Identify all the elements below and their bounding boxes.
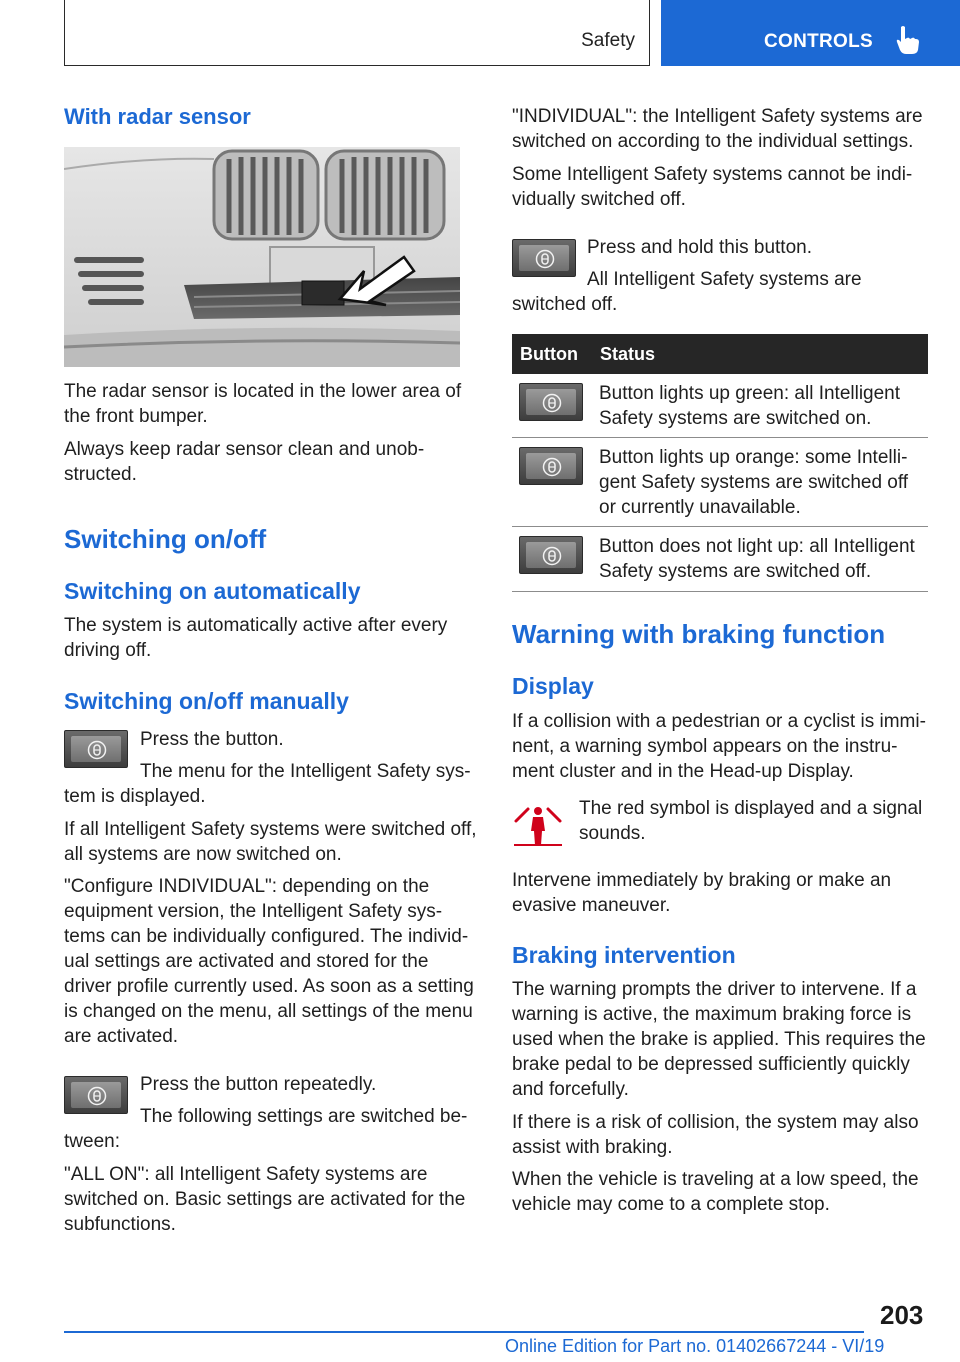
display-p-line3: ment cluster and in the Head-up Display. [512,761,854,782]
warning-heading: Warning with braking function [512,619,886,649]
row2-status-line3: or currently unavailable. [599,497,801,518]
braking-p3-line1: When the vehicle is traveling at a low speed, the [512,1169,919,1190]
braking-p3-line2: vehicle may come to a complete stop. [512,1194,830,1215]
switching-heading: Switching on/off [64,524,267,554]
braking-p2-line2: assist with braking. [512,1137,673,1158]
hold-b1: Press and hold this button. [587,237,812,258]
manual-p2-line4: ual settings are activated and stored for the [64,951,429,972]
intelligent-safety-button-icon [535,249,555,269]
manual-p2-line5: driver profile currently used. As soon as a setting [64,976,474,997]
auto-p-line2: driving off. [64,640,152,661]
radar-p2-line2: structed. [64,464,137,485]
hold-b2: All Intelligent Safety systems are [587,269,862,290]
safety-button-image-2 [64,1076,128,1114]
table-header [512,334,928,374]
footer-edition: Online Edition for Part no. 01402667244 - VI/19 [505,1336,885,1356]
manual-p2-line7: are activated. [64,1026,179,1047]
intervene-p-line2: evasive maneuver. [512,895,671,916]
braking-p1-line1: The warning prompts the driver to intervene. If a [512,979,917,1000]
manual-p2-line1: "Configure INDIVIDUAL": depending on the [64,876,430,897]
manual-heading: Switching on/off manually [64,688,349,714]
braking-heading: Braking intervention [512,942,736,968]
row3-status-line2: Safety systems are switched off. [599,561,872,582]
radar-p2-line1: Always keep radar sensor clean and unob- [64,439,425,460]
symbol-line2: sounds. [579,823,646,844]
row3-status-line1: Button does not light up: all Intelligent [599,536,915,557]
allon-p-line2: switched on. Basic settings are activated for the [64,1189,466,1210]
some-p-line1: Some Intelligent Safety systems cannot be indi- [512,164,913,185]
intelligent-safety-button-icon [542,393,562,413]
indiv-p-line2: switched on according to the individual settings. [512,131,914,152]
page-number: 203 [880,1300,924,1330]
braking-p2-line1: If there is a risk of collision, the system may also [512,1112,919,1133]
manual-p2-line6: is changed on the menu, all settings of the menu [64,1001,473,1022]
intelligent-safety-button-icon [87,740,107,760]
header-section-box [64,0,650,66]
safety-button-image [64,730,128,768]
row1-status-line2: Safety systems are switched on. [599,408,872,429]
indiv-p-line1: "INDIVIDUAL": the Intelligent Safety systems are [512,106,923,127]
radar-p1-line1: The radar sensor is located in the lower area of [64,381,462,402]
manual-p1-line1: If all Intelligent Safety systems were switched off, [64,819,477,840]
radar-p1-line2: the front bumper. [64,406,208,427]
row1-status-line1: Button lights up green: all Intelligent [599,383,901,404]
symbol-line1: The red symbol is displayed and a signal [579,798,923,819]
repeat-b3: tween: [64,1131,120,1152]
manual-p1-line2: all systems are now switched on. [64,844,342,865]
table-row [512,438,928,527]
pedestrian-warning-icon [512,801,564,847]
table-row [512,374,928,438]
manual-p2-line2: equipment version, the Intelligent Safety sys- [64,901,443,922]
braking-p1-line3: used when the brake is applied. This requires the [512,1029,926,1050]
radar-sensor-photo [64,147,460,367]
button-green-image [519,383,583,421]
col-header-button: Button [520,344,578,364]
manual-p2-line3: tems can be individually configured. The individ- [64,926,469,947]
auto-p-line1: The system is automatically active after every [64,615,448,636]
allon-p-line1: "ALL ON": all Intelligent Safety systems are [64,1164,428,1185]
row2-status-line2: gent Safety systems are switched off [599,472,909,493]
intervene-p-line1: Intervene immediately by braking or make an [512,870,892,891]
intelligent-safety-button-icon [542,546,562,566]
table-row [512,527,928,592]
manual-b1: Press the button. [140,729,284,750]
radar-sensor-heading: With radar sensor [64,104,251,129]
braking-p1-line2: warning is active, the maximum braking force is [512,1004,912,1025]
allon-p-line3: subfunctions. [64,1214,176,1235]
header-controls-tab[interactable] [661,0,960,66]
footer-divider [64,1331,864,1333]
intelligent-safety-button-icon [542,457,562,477]
header-section-title: Safety [581,30,635,51]
repeat-b1: Press the button repeatedly. [140,1074,377,1095]
braking-p1-line5: and forcefully. [512,1079,629,1100]
button-orange-image [519,447,583,485]
safety-button-image-3 [512,239,576,277]
col-header-status: Status [600,344,656,364]
some-p-line2: vidually switched off. [512,189,686,210]
braking-p1-line4: brake pedal to be depressed sufficiently quickly [512,1054,910,1075]
button-off-image [519,536,583,574]
manual-b2: The menu for the Intelligent Safety sys- [140,761,471,782]
display-p-line1: If a collision with a pedestrian or a cyclist is immi- [512,711,926,732]
display-p-line2: nent, a warning symbol appears on the instru- [512,736,898,757]
intelligent-safety-button-icon [87,1086,107,1106]
hold-b3: switched off. [512,294,618,315]
repeat-b2: The following settings are switched be- [140,1106,468,1127]
pointing-hand-icon [895,25,921,55]
auto-heading: Switching on automatically [64,578,361,604]
manual-b3: tem is displayed. [64,786,206,807]
row2-status-line1: Button lights up orange: some Intelli- [599,447,908,468]
display-heading: Display [512,673,594,699]
header-tab-label: CONTROLS [764,31,874,52]
